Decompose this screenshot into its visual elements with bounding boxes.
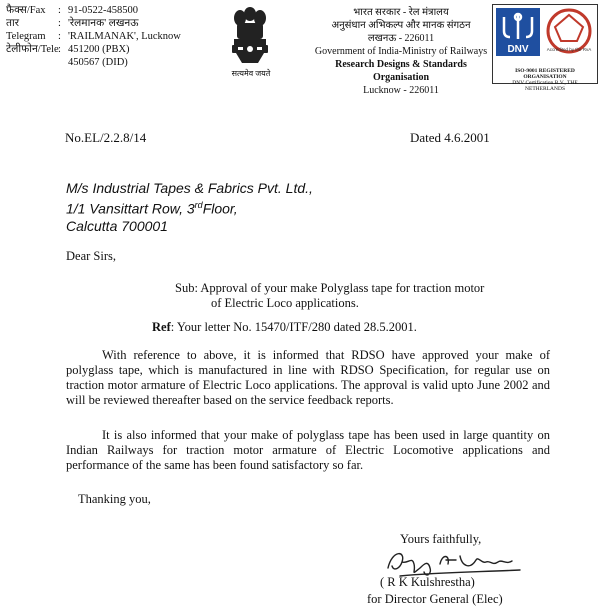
national-emblem-icon	[228, 5, 272, 65]
iso-text: ISO-9001 REGISTERED ORGANISATION	[515, 68, 575, 80]
contact-row-tar: तार : 'रेलमानक' लखनऊ	[6, 18, 139, 29]
reference-number: No.EL/2.2.8/14	[65, 130, 147, 145]
org-english-line1: Government of India-Ministry of Railways	[314, 46, 488, 57]
paragraph-1-text: With reference to above, it is informed that RDSO have approved your make of polyglass tape, which is manufactured in line with RDSO Specification, for regular use on traction motor armature of Electric Loco applications. The approval is valid upto June 2002 and will be reviewed thereafter based on the service feedback reports.	[66, 348, 550, 407]
org-hindi-line1: भारत सरकार - रेल मंत्रालय	[353, 7, 449, 18]
contact-row-tele: टेलीफोन/Tele : 451200 (PBX)	[6, 44, 130, 55]
address-line3: Calcutta 700001	[66, 217, 168, 234]
letter-date: Dated 4.6.2001	[410, 130, 490, 145]
ref-text: : Your letter No. 15470/ITF/280 dated 28.5.2001.	[170, 320, 417, 334]
contact-row-telegram: Telegram : 'RAILMANAK', Lucknow	[6, 31, 181, 42]
contact-value: 451200 (PBX)	[68, 44, 130, 55]
address-line1: M/s Industrial Tapes & Fabrics Pvt. Ltd.,	[66, 180, 313, 196]
address-line2: 1/1 Vansittart Row, 3rdFloor,	[66, 200, 238, 217]
contact-value: 91-0522-458500	[68, 5, 138, 16]
paragraph-1	[66, 348, 550, 408]
subject-line2: of Electric Loco applications.	[211, 296, 359, 310]
contact-row-fax: फैक्स/Fax : 91-0522-458500	[6, 5, 138, 16]
org-english-line2: Research Designs & Standards Organisation	[335, 59, 467, 83]
org-hindi-line3: लखनऊ - 226011	[367, 33, 435, 44]
yours-faithfully: Yours faithfully,	[400, 532, 482, 546]
reference-line	[152, 320, 417, 335]
subject-label: Sub:	[175, 281, 198, 295]
dnv-logo-label: DNV	[507, 44, 529, 55]
contact-value: 'रेलमानक' लखनऊ	[68, 18, 139, 29]
signer-title: for Director General (Elec)	[367, 592, 503, 606]
subject-line1: Approval of your make Polyglass tape for traction motor	[200, 281, 485, 295]
contact-row-tele2	[6, 56, 181, 69]
paragraph-2	[66, 428, 550, 473]
recipient-address	[66, 180, 313, 235]
contact-value: 450567 (DID)	[68, 57, 128, 68]
contact-block	[6, 4, 181, 69]
subject	[175, 281, 555, 311]
ref-label: Ref	[152, 320, 171, 334]
contact-label: फैक्स/Fax	[6, 5, 46, 16]
iso-registration-text	[496, 68, 594, 92]
contact-value: 'RAILMANAK', Lucknow	[68, 31, 181, 42]
contact-label: टेलीफोन/Tele	[6, 44, 59, 55]
signer-name: ( R K Kulshrestha)	[380, 575, 475, 589]
contact-label: Telegram	[6, 31, 46, 42]
closing: Thanking you,	[78, 492, 151, 506]
contact-label: तार	[6, 18, 19, 29]
paragraph-2-text: It is also informed that your make of polyglass tape has been used in large quantity on Indian Railways for traction motor armature of Electric Locomotive applications and performance of the same has been found satisfactory so far.	[66, 428, 550, 472]
org-hindi-line2: अनुसंधान अभिकल्प और मानक संगठन	[331, 20, 471, 31]
organisation-block	[313, 6, 489, 97]
salutation: Dear Sirs,	[66, 249, 116, 263]
dnv-certification-text: DNV Certification B.V., THE NETHERLANDS	[512, 80, 578, 92]
org-english-line3: Lucknow - 226011	[363, 85, 439, 96]
accredited-text: Accredited by the RvA	[546, 47, 592, 52]
emblem-caption: सत्यमेव जयते	[231, 69, 271, 78]
